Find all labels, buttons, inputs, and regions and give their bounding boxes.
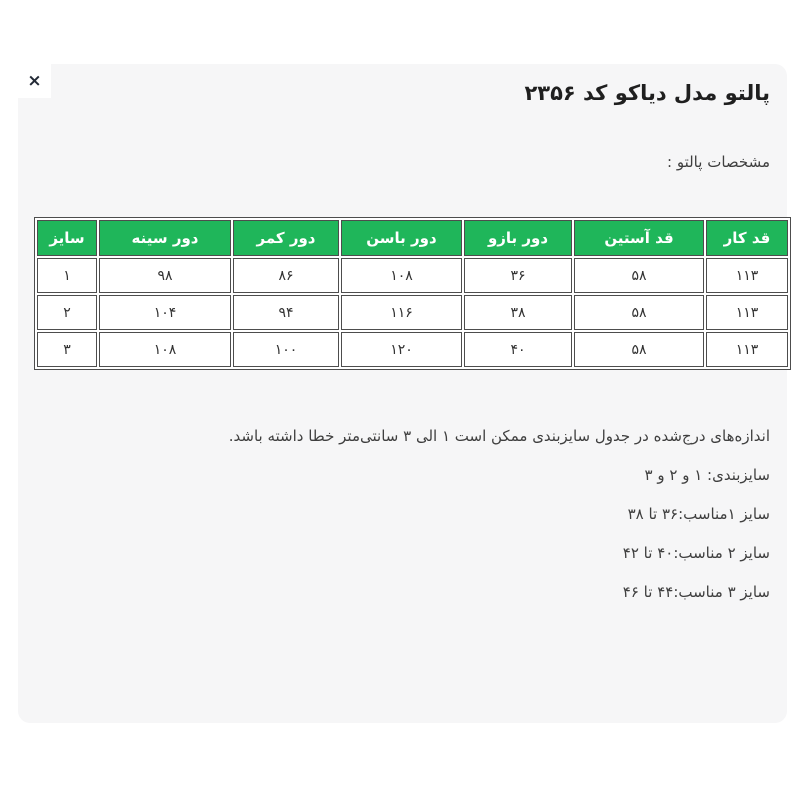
table-cell: ۴۰ bbox=[464, 332, 572, 367]
table-cell: ۲ bbox=[37, 295, 97, 330]
column-header: قد کار bbox=[706, 220, 788, 256]
table-row bbox=[37, 258, 788, 293]
table-cell: ۹۸ bbox=[99, 258, 231, 293]
table-body bbox=[37, 258, 788, 367]
column-header: دور بازو bbox=[464, 220, 572, 256]
table-cell: ۱۰۸ bbox=[99, 332, 231, 367]
column-header: دور باسن bbox=[341, 220, 462, 256]
note-size-2-fit: سایز ۲ مناسب:۴۰ تا ۴۲ bbox=[622, 544, 770, 562]
section-subtitle: مشخصات پالتو : bbox=[667, 153, 770, 171]
note-size-1-fit: سایز ۱مناسب:۳۶ تا ۳۸ bbox=[627, 505, 770, 523]
table-header-row bbox=[37, 220, 788, 256]
table-cell: ۵۸ bbox=[574, 332, 704, 367]
table-cell: ۹۴ bbox=[233, 295, 339, 330]
size-chart-table bbox=[34, 217, 791, 370]
table-cell: ۱۰۰ bbox=[233, 332, 339, 367]
table-cell: ۱۰۸ bbox=[341, 258, 462, 293]
table-cell: ۸۶ bbox=[233, 258, 339, 293]
close-button[interactable] bbox=[18, 64, 51, 98]
column-header: سایز bbox=[37, 220, 97, 256]
column-header: دور کمر bbox=[233, 220, 339, 256]
note-measurement-tolerance: اندازه‌های درج‌شده در جدول سایزبندی ممکن است ۱ الی ۳ سانتی‌متر خطا داشته باشد. bbox=[228, 427, 770, 445]
table-cell: ۱۱۳ bbox=[706, 258, 788, 293]
page-title: پالتو مدل دیاکو کد ۲۳۵۶ bbox=[524, 81, 770, 105]
column-header: دور سینه bbox=[99, 220, 231, 256]
close-icon: × bbox=[27, 71, 42, 91]
note-size-3-fit: سایز ۳ مناسب:۴۴ تا ۴۶ bbox=[622, 583, 770, 601]
table-cell: ۱۱۶ bbox=[341, 295, 462, 330]
table-cell: ۵۸ bbox=[574, 258, 704, 293]
note-sizing-range: سایزبندی: ۱ و ۲ و ۳ bbox=[644, 466, 770, 484]
column-header: قد آستین bbox=[574, 220, 704, 256]
table-cell: ۱۲۰ bbox=[341, 332, 462, 367]
table-cell: ۱۱۳ bbox=[706, 295, 788, 330]
table-cell: ۵۸ bbox=[574, 295, 704, 330]
table-cell: ۳۸ bbox=[464, 295, 572, 330]
table-cell: ۳ bbox=[37, 332, 97, 367]
table-cell: ۱۰۴ bbox=[99, 295, 231, 330]
notes-block bbox=[229, 426, 770, 621]
table-cell: ۱۱۳ bbox=[706, 332, 788, 367]
table-cell: ۱ bbox=[37, 258, 97, 293]
table-cell: ۳۶ bbox=[464, 258, 572, 293]
table-row bbox=[37, 295, 788, 330]
table-row bbox=[37, 332, 788, 367]
